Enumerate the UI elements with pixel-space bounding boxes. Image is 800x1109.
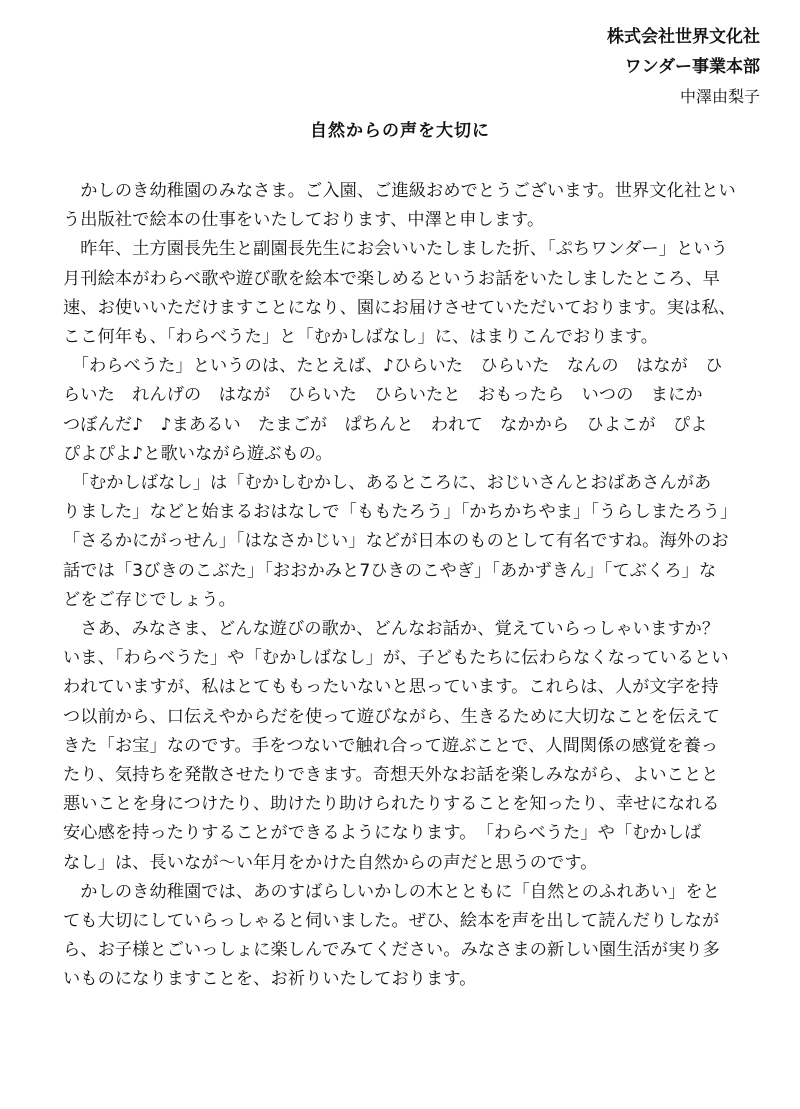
body-line: ら、お子様とごいっしょに楽しんでみてください。みなさまの新しい園生活が実り多: [63, 940, 720, 961]
body-line: 安心感を持ったりすることができるようになります。 「わらべうた」や「むかしば: [63, 823, 702, 844]
sender-company: 株式会社世界文化社: [607, 27, 760, 47]
body-line: きた「お宝」なのです。手をつないで触れ合って遊ぶことで、人間関係の感覚を養っ: [63, 735, 719, 756]
body-line: どをご存じでしょう。: [63, 589, 236, 610]
body-line: 「さるかにがっせん」「はなさかじい」などが日本のものとして有名ですね。海外のお: [63, 531, 729, 552]
body-line: 悪いことを身につけたり、助けたり助けられたりすることを知ったり、幸せになれる: [63, 794, 720, 815]
body-line: ても大切にしていらっしゃると伺いました。ぜひ、絵本を声を出して読んだりしなが: [63, 911, 720, 932]
body-line: かしのき幼稚園では、あのすばらしいかしの木とともに「自然とのふれあい」をと: [63, 881, 720, 902]
body-line: 話では「3びきのこぶた」「おおかみと7ひきのこやぎ」「あかずきん」「てぶくろ」な: [63, 560, 717, 581]
body-line: さあ、みなさま、どんな遊びの歌か、どんなお話か、覚えていらっしゃいますか？: [63, 619, 720, 640]
sender-author: 中澤由梨子: [679, 87, 760, 106]
letter-title: 自然からの声を大切に: [310, 121, 490, 141]
body-line: 「むかしばなし」は「むかしむかし、あるところに、おじいさんとおばあさんがあ: [63, 473, 712, 494]
body-line: 昨年、土方園長先生と副園長先生にお会いいたしました折、「ぷちワンダー」という: [63, 239, 728, 260]
body-line: 速、お使いいただけますことになり、園にお届けさせていただいております。実は私、: [63, 297, 736, 318]
body-line: かしのき幼稚園のみなさま。ご入園、ご進級おめでとうございます。世界文化社とい: [63, 181, 736, 201]
body-line: ぴよぴよ♪と歌いながら遊ぶもの。: [63, 443, 333, 464]
sender-division: ワンダー事業本部: [624, 57, 760, 77]
body-line: 「わらべうた」というのは、たとえば、♪ひらいた ひらいた なんの はなが ひ: [63, 356, 723, 377]
body-line: ここ何年も、「わらべうた」と「むかしばなし」に、はまりこんでおります。: [63, 327, 659, 348]
body-line: らいた れんげの はなが ひらいた ひらいたと おもったら いつの まにか: [63, 385, 703, 406]
body-line: う出版社で絵本の仕事をいたしております、中澤と申します。: [63, 210, 545, 231]
body-line: われていますが、私はとてももったいないと思っています。これらは、人が文字を持: [63, 677, 719, 698]
body-line: なし」は、長いなが〜い年月をかけた自然からの声だと思うのです。: [63, 852, 598, 873]
sender-block: [607, 22, 760, 112]
body-line: いものになりますことを、お祈りいたしております。: [63, 969, 477, 990]
body-line: つ以前から、口伝えやからだを使って遊びながら、生きるために大切なことを伝えて: [63, 706, 720, 727]
body-line: 月刊絵本がわらべ歌や遊び歌を絵本で楽しめるというお話をいたしましたところ、早: [63, 268, 720, 289]
body-line: りました」などと始まるおはなしで「ももたろう」「かちかちやま」「うらしまたろう」: [63, 502, 738, 523]
letter-body: [63, 177, 753, 995]
body-line: たり、気持ちを発散させたりできます。奇想天外なお話を楽しみながら、よいことと: [63, 765, 719, 786]
body-line: つぼんだ♪ ♪まあるい たまごが ぱちんと われて なかから ひよこが ぴよ: [63, 414, 708, 435]
body-line: いま、「わらべうた」や「むかしばなし」が、子どもたちに伝わらなくなっているとい: [63, 648, 729, 669]
